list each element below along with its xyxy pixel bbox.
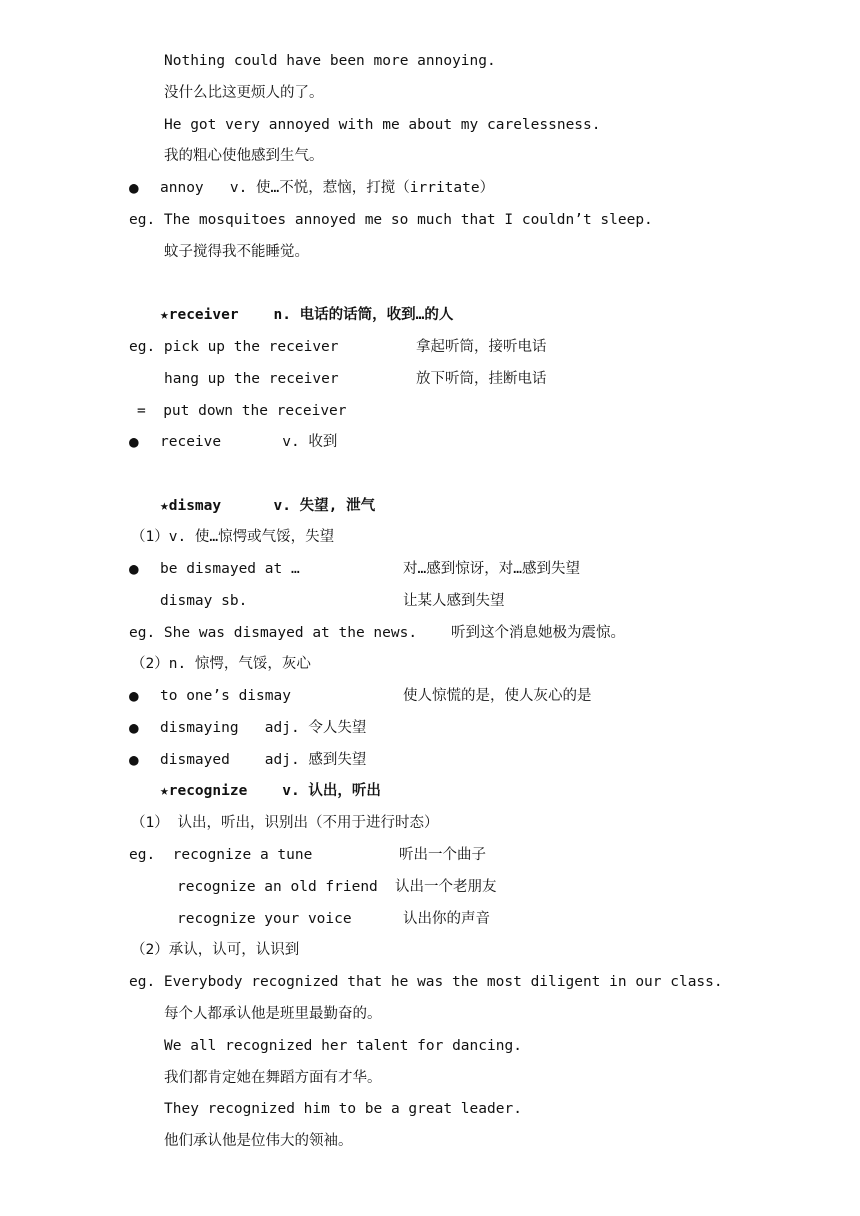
phrase-example: to one’s dismay — [160, 688, 291, 704]
example-translation: 蚊子搅得我不能睡觉。 — [164, 244, 309, 260]
example-sentence: Nothing could have been more annoying. — [164, 53, 496, 69]
example-sentence: eg. She was dismayed at the news. — [129, 625, 418, 641]
phrase-example: hang up the receiver — [164, 371, 339, 387]
example-translation: 听到这个消息她极为震惊。 — [451, 625, 625, 641]
bullet-icon: ● — [129, 718, 139, 737]
phrase-equivalent: = put down the receiver — [137, 403, 347, 419]
example-translation: 每个人都承认他是班里最勤奋的。 — [164, 1006, 382, 1022]
example-sentence: They recognized him to be a great leader. — [164, 1101, 522, 1117]
word-entry: dismayed adj. 感到失望 — [160, 752, 367, 768]
example-sentence: He got very annoyed with me about my carelessness. — [164, 117, 601, 133]
phrase-translation: 放下听筒，挂断电话 — [416, 371, 547, 387]
vocab-heading: ★recognize v. 认出，听出 — [160, 783, 381, 799]
phrase-translation: 对…感到惊讶，对…感到失望 — [403, 561, 580, 577]
word-entry: receive v. 收到 — [160, 434, 338, 450]
phrase-translation: 认出一个老朋友 — [395, 879, 497, 895]
example-translation: 没什么比这更烦人的了。 — [164, 85, 324, 101]
bullet-icon: ● — [129, 432, 139, 451]
phrase-translation: 听出一个曲子 — [399, 847, 486, 863]
phrase-example: eg. recognize a tune — [129, 847, 313, 863]
phrase-translation: 认出你的声音 — [403, 911, 490, 927]
word-entry: annoy v. 使…不悦，惹恼，打搅（irritate） — [160, 180, 495, 196]
sense-heading: （1） 认出，听出，识别出（不用于进行时态） — [131, 815, 439, 831]
phrase-example: recognize your voice — [177, 911, 352, 927]
phrase-translation: 让某人感到失望 — [403, 593, 505, 609]
phrase-example: recognize an old friend — [177, 879, 378, 895]
example-translation: 我的粗心使他感到生气。 — [164, 148, 324, 164]
phrase-translation: 拿起听筒，接听电话 — [416, 339, 547, 355]
bullet-icon: ● — [129, 559, 139, 578]
vocab-heading: ★receiver n. 电话的话筒，收到…的人 — [160, 307, 454, 323]
sense-heading: （2）n. 惊愕，气馁，灰心 — [131, 656, 311, 672]
phrase-example: eg. pick up the receiver — [129, 339, 339, 355]
bullet-icon: ● — [129, 750, 139, 769]
example-translation: 我们都肯定她在舞蹈方面有才华。 — [164, 1070, 382, 1086]
phrase-example: dismay sb. — [160, 593, 248, 609]
sense-heading: （2）承认，认可，认识到 — [131, 942, 300, 958]
example-translation: 他们承认他是位伟大的领袖。 — [164, 1133, 353, 1149]
vocab-heading: ★dismay v. 失望, 泄气 — [160, 498, 376, 514]
bullet-icon: ● — [129, 686, 139, 705]
example-sentence: We all recognized her talent for dancing. — [164, 1038, 522, 1054]
phrase-translation: 使人惊慌的是，使人灰心的是 — [403, 688, 592, 704]
example-sentence: eg. Everybody recognized that he was the most diligent in our class. — [129, 974, 723, 990]
example-sentence: eg. The mosquitoes annoyed me so much that I couldn’t sleep. — [129, 212, 653, 228]
bullet-icon: ● — [129, 178, 139, 197]
word-entry: dismaying adj. 令人失望 — [160, 720, 367, 736]
sense-heading: （1）v. 使…惊愕或气馁，失望 — [131, 529, 335, 545]
phrase-example: be dismayed at … — [160, 561, 300, 577]
